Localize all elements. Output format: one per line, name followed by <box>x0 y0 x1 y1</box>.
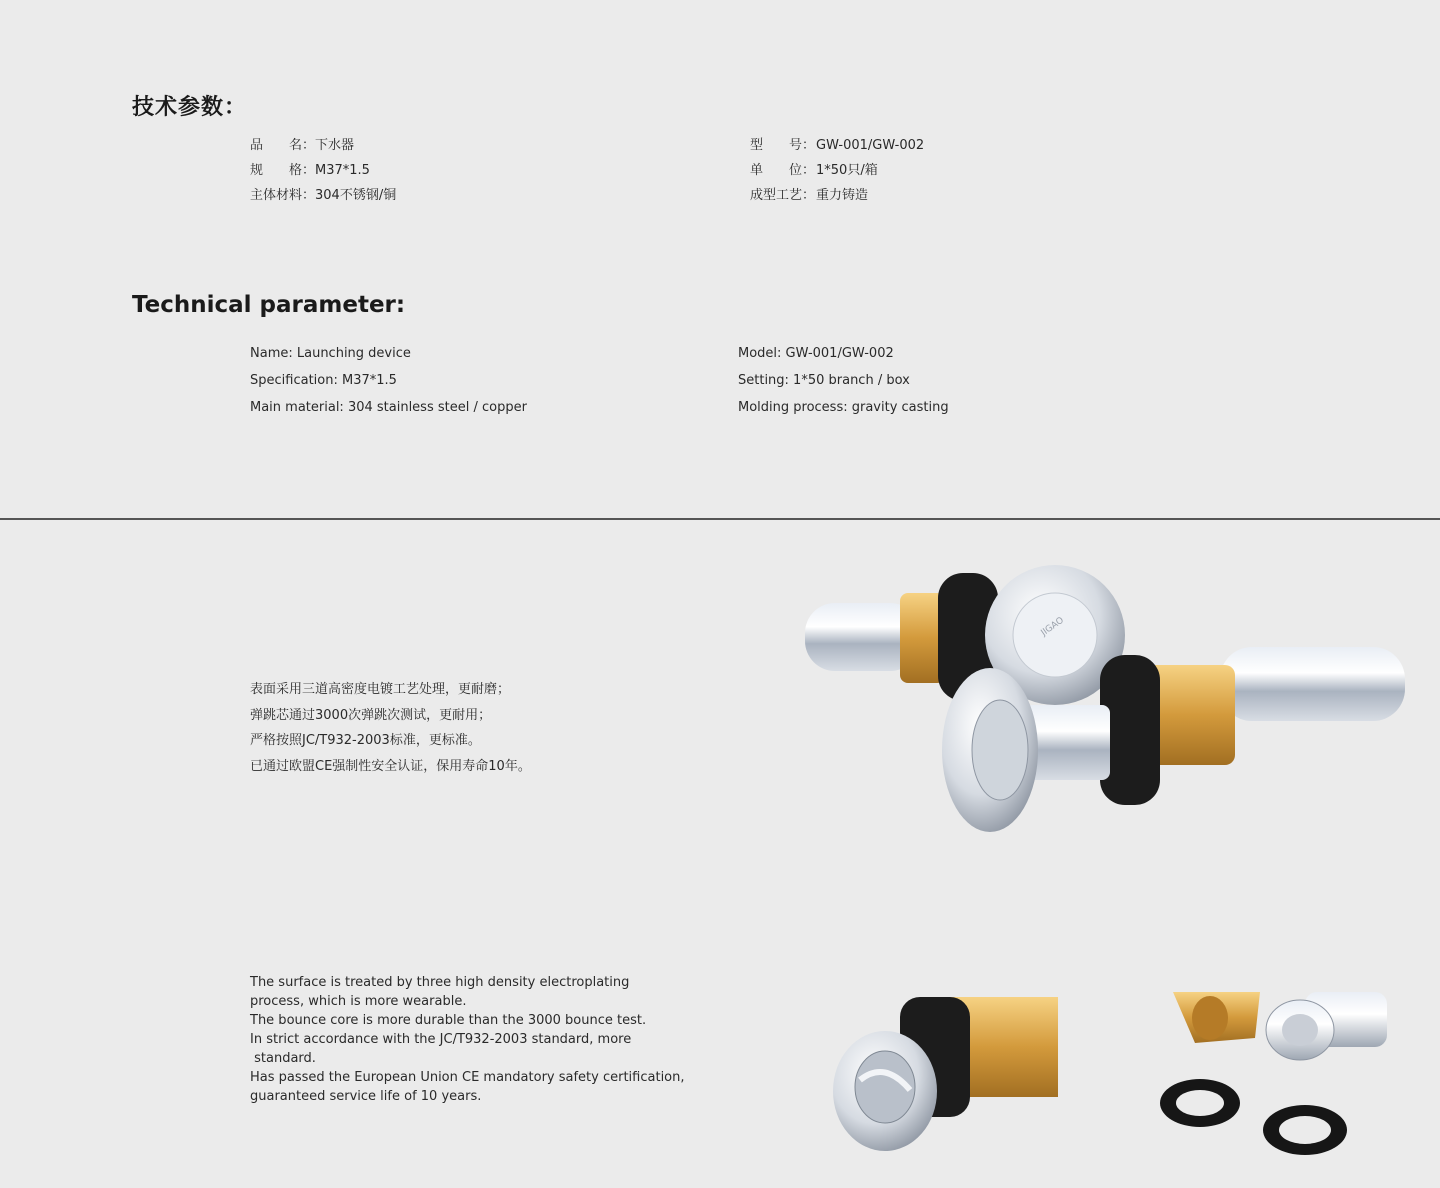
product-image-main <box>800 555 1410 840</box>
en-param-row: Specification: M37*1.5 <box>250 373 397 388</box>
feature-en-line: guaranteed service life of 10 years. <box>250 1089 482 1104</box>
cn-param-label: 成型工艺： <box>750 188 816 203</box>
cn-params-left <box>250 133 396 208</box>
feature-en-line: The surface is treated by three high density electroplating <box>250 975 630 990</box>
en-section-heading: Technical parameter: <box>132 292 406 318</box>
en-param-row: Name: Launching device <box>250 346 411 361</box>
feature-en-line: Has passed the European Union CE mandatory safety certification, <box>250 1070 685 1085</box>
cn-param-label: 规 格： <box>250 163 316 178</box>
cn-param-row <box>250 158 396 183</box>
en-param-row: Setting: 1*50 branch / box <box>738 373 910 388</box>
feature-en-line: standard. <box>250 1051 316 1066</box>
en-param-row: Molding process: gravity casting <box>738 400 949 415</box>
cn-param-row <box>750 183 924 208</box>
feature-cn-line: 弹跳芯通过3000次弹跳次测试，更耐用； <box>250 707 492 723</box>
product-image-closeup <box>830 995 1060 1155</box>
cn-param-value: GW-001/GW-002 <box>816 138 925 153</box>
brand-mark: JIGAO <box>1039 615 1066 639</box>
cn-param-row <box>750 158 924 183</box>
en-params-left <box>250 340 527 421</box>
cn-param-row <box>250 183 396 208</box>
cn-param-value: 1*50只/箱 <box>816 163 878 178</box>
cn-param-label: 型 号： <box>750 138 816 153</box>
feature-en-line: The bounce core is more durable than the 3000 bounce test. <box>250 1013 647 1028</box>
features-en <box>250 973 685 1106</box>
cn-param-label: 品 名： <box>250 138 316 153</box>
feature-en-line: process, which is more wearable. <box>250 994 467 1009</box>
feature-cn-line: 已通过欧盟CE强制性安全认证，保用寿命10年。 <box>250 758 531 774</box>
features-cn <box>250 677 531 779</box>
cn-param-value: M37*1.5 <box>315 163 370 178</box>
section-divider <box>0 518 1440 520</box>
cn-param-label: 单 位： <box>750 163 816 178</box>
cn-params-right <box>750 133 924 208</box>
cn-param-value: 重力铸造 <box>816 188 869 203</box>
cn-param-value: 下水器 <box>315 138 355 153</box>
product-image-parts <box>1155 988 1395 1158</box>
en-param-row: Main material: 304 stainless steel / copper <box>250 400 527 415</box>
cn-param-label: 主体材料： <box>250 188 316 203</box>
cn-param-row <box>750 133 924 158</box>
feature-cn-line: 表面采用三道高密度电镀工艺处理，更耐磨； <box>250 682 511 697</box>
cn-section-heading: 技术参数： <box>132 95 248 120</box>
feature-en-line: In strict accordance with the JC/T932-2003 standard, more <box>250 1032 632 1047</box>
cn-param-row <box>250 133 396 158</box>
en-params-right <box>738 340 949 421</box>
feature-cn-line: 严格按照JC/T932-2003标准，更标准。 <box>250 733 481 748</box>
cn-param-value: 304不锈钢/铜 <box>315 188 397 203</box>
en-param-row: Model: GW-001/GW-002 <box>738 346 894 361</box>
